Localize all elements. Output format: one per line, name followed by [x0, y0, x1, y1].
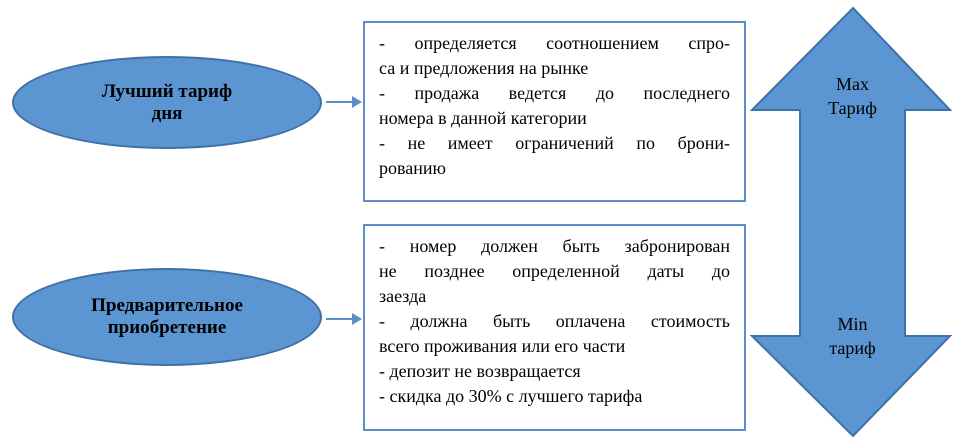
best-rate-label-line2: дня — [151, 102, 183, 124]
advance-purchase-line-7: - скидка до 30% с лучшего тарифа — [379, 386, 643, 406]
best-rate-line-1: - определяется соотношением спро- — [379, 33, 730, 53]
advance-purchase-line-1: - номер должен быть забронирован — [379, 236, 730, 256]
best-rate-line-4: номера в данной категории — [379, 108, 587, 128]
min-rate-label-line2: тариф — [829, 338, 876, 358]
advance-purchase-line-5: всего проживания или его части — [379, 336, 626, 356]
best-rate-line-2: са и предложения на рынке — [379, 58, 589, 78]
best-rate-line-6: рованию — [379, 158, 446, 178]
max-rate-label — [800, 72, 905, 120]
best-rate-line-3: - продажа ведется до последнего — [379, 83, 730, 103]
advance-purchase-line-2: не позднее определенной даты до — [379, 261, 730, 281]
advance-purchase-label-line2: приобретение — [107, 317, 227, 338]
min-rate-label — [800, 312, 905, 360]
max-rate-label-line2: Тариф — [828, 98, 877, 118]
best-rate-label-line1: Лучший тариф — [101, 80, 233, 102]
advance-purchase-line-4: - должна быть оплачена стоимость — [379, 311, 730, 331]
max-rate-label-line1: Max — [836, 74, 869, 94]
min-rate-label-line1: Min — [837, 314, 868, 334]
advance-purchase-line-3: заезда — [379, 286, 427, 306]
advance-purchase-label-line1: Предварительное — [91, 295, 243, 316]
best-rate-line-5: - не имеет ограничений по брони- — [379, 133, 730, 153]
advance-purchase-line-6: - депозит не возвращается — [379, 361, 581, 381]
